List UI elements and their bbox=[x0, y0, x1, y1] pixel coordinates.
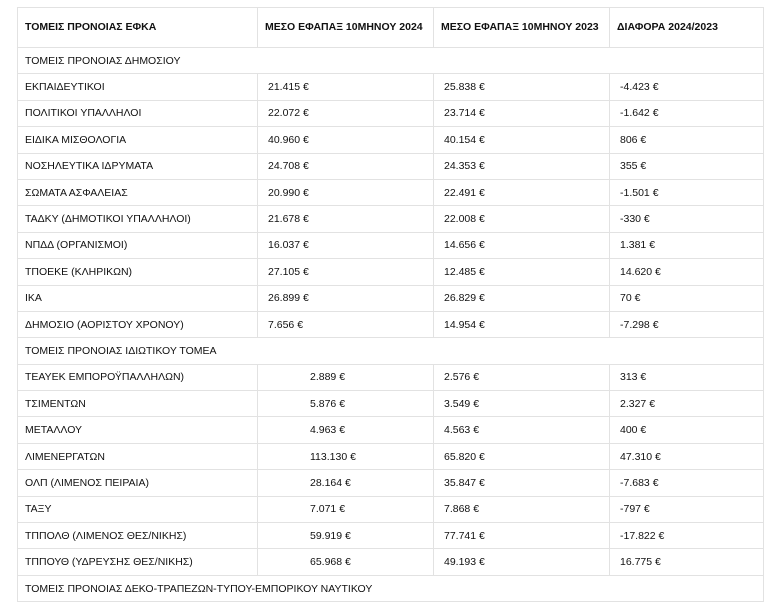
table-row bbox=[18, 523, 764, 549]
value-diff: -1.642 € bbox=[610, 100, 764, 126]
section-row-public bbox=[18, 48, 764, 74]
section-title: ΤΟΜΕΙΣ ΠΡΟΝΟΙΑΣ ΔΗΜΟΣΙΟΥ bbox=[18, 48, 764, 74]
value-2023: 14.656 € bbox=[434, 232, 610, 258]
efka-table bbox=[17, 7, 764, 602]
value-2023: 26.829 € bbox=[434, 285, 610, 311]
section-title: ΤΟΜΕΙΣ ΠΡΟΝΟΙΑΣ ΔΕΚΟ-ΤΡΑΠΕΖΩΝ-ΤΥΠΟΥ-ΕΜΠΟΡΙΚΟΥ ΝΑΥΤΙΚΟΥ bbox=[18, 575, 764, 601]
header-col2: ΜΕΣΟ ΕΦΑΠΑΞ 10ΜΗΝΟΥ 2024 bbox=[258, 8, 434, 48]
value-2024: 16.037 € bbox=[258, 232, 434, 258]
table-row bbox=[18, 232, 764, 258]
table-row bbox=[18, 74, 764, 100]
value-diff: -7.683 € bbox=[610, 470, 764, 496]
table-row bbox=[18, 417, 764, 443]
value-2024: 113.130 € bbox=[258, 443, 434, 469]
value-diff: 400 € bbox=[610, 417, 764, 443]
value-2024: 5.876 € bbox=[258, 391, 434, 417]
table-row bbox=[18, 470, 764, 496]
fund-name: ΠΟΛΙΤΙΚΟΙ ΥΠΑΛΛΗΛΟΙ bbox=[18, 100, 258, 126]
value-2023: 23.714 € bbox=[434, 100, 610, 126]
value-diff: -17.822 € bbox=[610, 523, 764, 549]
value-2024: 40.960 € bbox=[258, 127, 434, 153]
section-row-private bbox=[18, 338, 764, 364]
value-2023: 3.549 € bbox=[434, 391, 610, 417]
value-2024: 24.708 € bbox=[258, 153, 434, 179]
value-2023: 40.154 € bbox=[434, 127, 610, 153]
value-2024: 59.919 € bbox=[258, 523, 434, 549]
value-diff: 16.775 € bbox=[610, 549, 764, 575]
fund-name: ΜΕΤΑΛΛΟΥ bbox=[18, 417, 258, 443]
table-container bbox=[17, 7, 763, 602]
fund-name: ΛΙΜΕΝΕΡΓΑΤΩΝ bbox=[18, 443, 258, 469]
table-row bbox=[18, 496, 764, 522]
fund-name: ΤΑΞΥ bbox=[18, 496, 258, 522]
section-row-deko bbox=[18, 575, 764, 601]
value-diff: -797 € bbox=[610, 496, 764, 522]
value-2024: 21.415 € bbox=[258, 74, 434, 100]
header-col4: ΔΙΑΦΟΡΑ 2024/2023 bbox=[610, 8, 764, 48]
table-row bbox=[18, 100, 764, 126]
table-row bbox=[18, 549, 764, 575]
value-2023: 2.576 € bbox=[434, 364, 610, 390]
fund-name: ΕΚΠΑΙΔΕΥΤΙΚΟΙ bbox=[18, 74, 258, 100]
header-row bbox=[18, 8, 764, 48]
value-2024: 2.889 € bbox=[258, 364, 434, 390]
value-2024: 27.105 € bbox=[258, 259, 434, 285]
value-2023: 22.491 € bbox=[434, 179, 610, 205]
fund-name: ΟΛΠ (ΛΙΜΕΝΟΣ ΠΕΙΡΑΙΑ) bbox=[18, 470, 258, 496]
value-2023: 35.847 € bbox=[434, 470, 610, 496]
fund-name: ΝΟΣΗΛΕΥΤΙΚΑ ΙΔΡΥΜΑΤΑ bbox=[18, 153, 258, 179]
table-row bbox=[18, 206, 764, 232]
value-diff: 806 € bbox=[610, 127, 764, 153]
value-2023: 49.193 € bbox=[434, 549, 610, 575]
value-2024: 26.899 € bbox=[258, 285, 434, 311]
table-row bbox=[18, 153, 764, 179]
value-diff: 1.381 € bbox=[610, 232, 764, 258]
fund-name: ΤΠΠΟΥΘ (ΥΔΡΕΥΣΗΣ ΘΕΣ/ΝΙΚΗΣ) bbox=[18, 549, 258, 575]
table-row bbox=[18, 364, 764, 390]
fund-name: ΤΕΑΥΕΚ ΕΜΠΟΡΟΫΠΑΛΛΗΛΩΝ) bbox=[18, 364, 258, 390]
value-2024: 65.968 € bbox=[258, 549, 434, 575]
table-row bbox=[18, 259, 764, 285]
value-2023: 22.008 € bbox=[434, 206, 610, 232]
fund-name: ΣΩΜΑΤΑ ΑΣΦΑΛΕΙΑΣ bbox=[18, 179, 258, 205]
value-diff: -7.298 € bbox=[610, 311, 764, 337]
value-diff: 355 € bbox=[610, 153, 764, 179]
value-2023: 77.741 € bbox=[434, 523, 610, 549]
fund-name: ΤΑΔΚΥ (ΔΗΜΟΤΙΚΟΙ ΥΠΑΛΛΗΛΟΙ) bbox=[18, 206, 258, 232]
value-2023: 65.820 € bbox=[434, 443, 610, 469]
value-diff: 70 € bbox=[610, 285, 764, 311]
table-row bbox=[18, 391, 764, 417]
value-diff: -330 € bbox=[610, 206, 764, 232]
value-2024: 28.164 € bbox=[258, 470, 434, 496]
value-diff: 14.620 € bbox=[610, 259, 764, 285]
value-diff: 313 € bbox=[610, 364, 764, 390]
fund-name: ΔΗΜΟΣΙΟ (ΑΟΡΙΣΤΟΥ ΧΡΟΝΟΥ) bbox=[18, 311, 258, 337]
value-2023: 7.868 € bbox=[434, 496, 610, 522]
value-2024: 7.071 € bbox=[258, 496, 434, 522]
value-2023: 14.954 € bbox=[434, 311, 610, 337]
value-2024: 20.990 € bbox=[258, 179, 434, 205]
value-2024: 7.656 € bbox=[258, 311, 434, 337]
value-2023: 24.353 € bbox=[434, 153, 610, 179]
header-col1: ΤΟΜΕΙΣ ΠΡΟΝΟΙΑΣ ΕΦΚΑ bbox=[18, 8, 258, 48]
header-col3: ΜΕΣΟ ΕΦΑΠΑΞ 10ΜΗΝΟΥ 2023 bbox=[434, 8, 610, 48]
value-2024: 4.963 € bbox=[258, 417, 434, 443]
fund-name: ΙΚΑ bbox=[18, 285, 258, 311]
value-diff: -1.501 € bbox=[610, 179, 764, 205]
value-2023: 4.563 € bbox=[434, 417, 610, 443]
table-row bbox=[18, 311, 764, 337]
value-2024: 21.678 € bbox=[258, 206, 434, 232]
value-diff: -4.423 € bbox=[610, 74, 764, 100]
table-row bbox=[18, 443, 764, 469]
value-diff: 47.310 € bbox=[610, 443, 764, 469]
fund-name: ΤΠΠΟΛΘ (ΛΙΜΕΝΟΣ ΘΕΣ/ΝΙΚΗΣ) bbox=[18, 523, 258, 549]
fund-name: ΝΠΔΔ (ΟΡΓΑΝΙΣΜΟΙ) bbox=[18, 232, 258, 258]
fund-name: ΤΠΟΕΚΕ (ΚΛΗΡΙΚΩΝ) bbox=[18, 259, 258, 285]
table-row bbox=[18, 179, 764, 205]
value-2024: 22.072 € bbox=[258, 100, 434, 126]
table-row bbox=[18, 127, 764, 153]
table-row bbox=[18, 285, 764, 311]
section-title: ΤΟΜΕΙΣ ΠΡΟΝΟΙΑΣ ΙΔΙΩΤΙΚΟΥ ΤΟΜΕΑ bbox=[18, 338, 764, 364]
value-2023: 12.485 € bbox=[434, 259, 610, 285]
value-diff: 2.327 € bbox=[610, 391, 764, 417]
value-2023: 25.838 € bbox=[434, 74, 610, 100]
fund-name: ΤΣΙΜΕΝΤΩΝ bbox=[18, 391, 258, 417]
fund-name: ΕΙΔΙΚΑ ΜΙΣΘΟΛΟΓΙΑ bbox=[18, 127, 258, 153]
